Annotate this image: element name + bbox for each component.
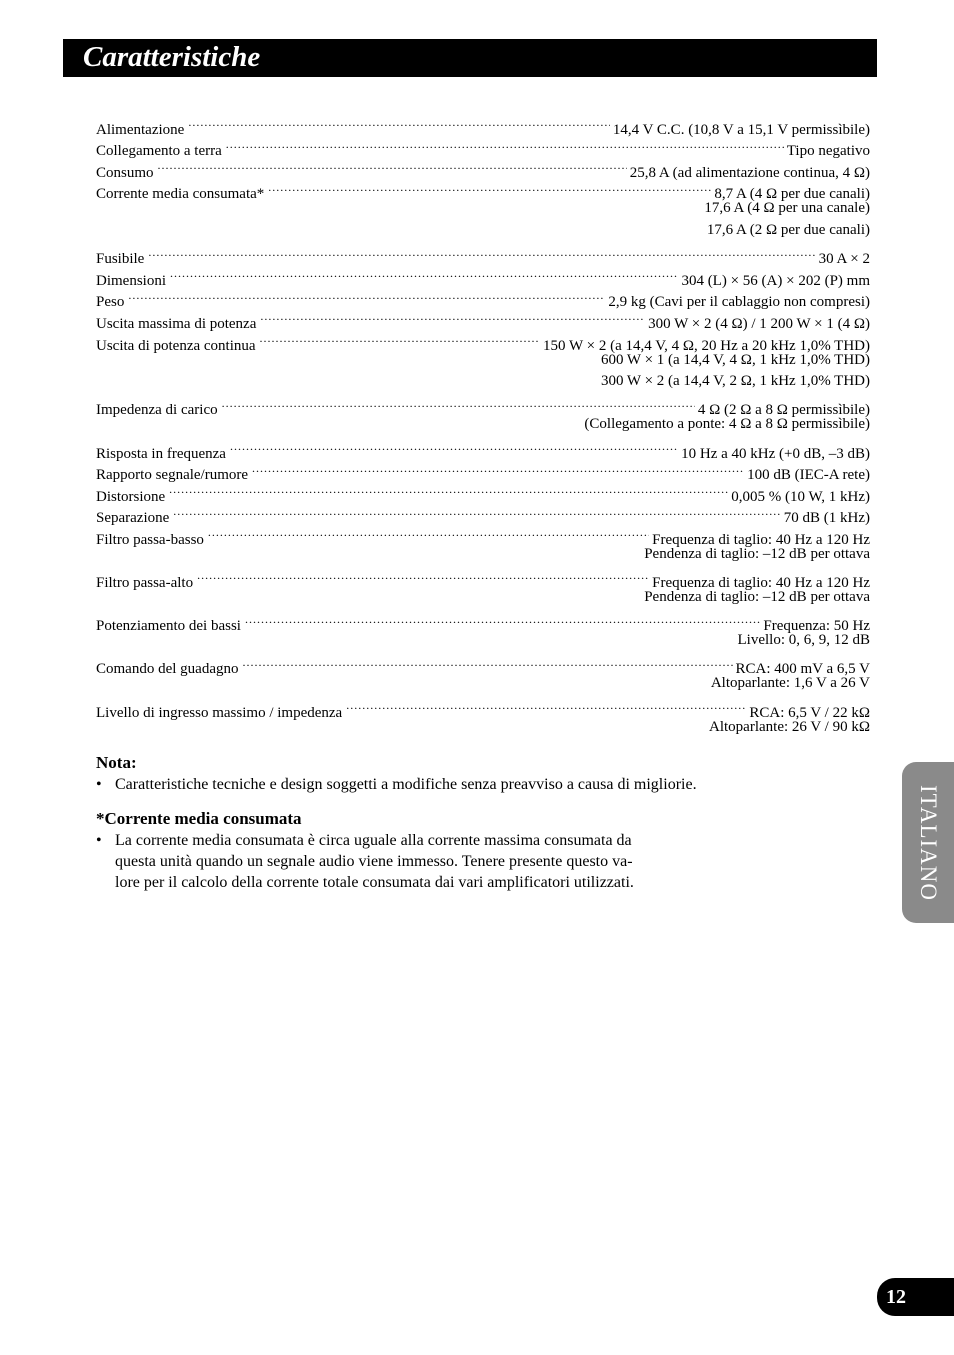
language-tab	[902, 762, 954, 923]
spec-value: Tipo negativo	[786, 143, 870, 160]
spec-value: 70 dB (1 kHz)	[783, 510, 870, 527]
language-tab-label: ITALIANO	[916, 784, 941, 901]
dot-leader	[242, 652, 732, 674]
spec-row	[96, 522, 870, 548]
dot-leader	[173, 501, 780, 523]
spec-label: Fusibile	[96, 251, 145, 268]
spec-row	[96, 134, 870, 160]
spec-label: Uscita massima di potenza	[96, 315, 257, 332]
bullet-icon: •	[96, 832, 102, 849]
spec-value: 300 W × 2 (a 14,4 V, 2 Ω, 1 kHz 1,0% THD)	[600, 373, 870, 390]
spec-value: 0,005 % (10 W, 1 kHz)	[731, 488, 870, 505]
spec-row	[96, 609, 870, 635]
spec-value: (Collegamento a ponte: 4 Ω a 8 Ω permissìbile)	[584, 416, 870, 433]
spec-label: Rapporto segnale/rumore	[96, 467, 249, 484]
dot-leader	[148, 242, 815, 264]
page-header	[63, 39, 877, 77]
dot-leader	[169, 479, 728, 501]
spec-value: 2,9 kg (Cavi per il cablaggio non compresi)	[608, 294, 870, 311]
current-note-line: La corrente media consumata è circa uguale alla corrente massima consumata da	[115, 832, 632, 849]
dot-leader	[170, 263, 678, 285]
current-note-title: *Corrente media consumata	[96, 809, 302, 828]
dot-leader	[245, 609, 760, 631]
spec-value: 14,4 V C.C. (10,8 V a 15,1 V permissìbile)	[612, 121, 870, 138]
dot-leader	[260, 328, 541, 350]
spec-label: Collegamento a terra	[96, 143, 222, 160]
spec-label: Livello di ingresso massimo / impedenza	[96, 704, 343, 721]
current-note-line: lore per il calcolo della corrente totale consumata dai vari amplificatori utilizzati.	[115, 874, 634, 891]
spec-value: 17,6 A (4 Ω per una canale)	[704, 200, 870, 217]
spec-label: Filtro passa-alto	[96, 575, 194, 592]
spec-label: Impedenza di carico	[96, 402, 218, 419]
spec-value: 17,6 A (2 Ω per due canali)	[706, 221, 870, 238]
dot-leader	[252, 458, 744, 480]
spec-row	[96, 112, 870, 138]
spec-value: Altoparlante: 1,6 V a 26 V	[710, 675, 870, 692]
dot-leader	[268, 177, 711, 199]
spec-value: RCA: 6,5 V / 22 kΩ	[749, 704, 870, 721]
spec-value: 30 A × 2	[818, 251, 870, 268]
spec-value: Altoparlante: 26 V / 90 kΩ	[709, 718, 870, 735]
dot-leader	[226, 134, 784, 156]
dot-leader	[346, 695, 746, 717]
spec-label: Consumo	[96, 164, 154, 181]
spec-row	[96, 155, 870, 181]
page-number: 12	[886, 1286, 906, 1308]
spec-row	[96, 652, 870, 678]
spec-label: Potenziamento dei bassi	[96, 618, 241, 635]
current-note-section	[96, 808, 736, 893]
spec-label: Distorsione	[96, 488, 166, 505]
dot-leader	[158, 155, 627, 177]
spec-row-continuation	[96, 220, 870, 242]
dot-leader	[188, 112, 610, 134]
note-title: Nota:	[96, 753, 137, 772]
spec-label: Risposta in frequenza	[96, 445, 226, 462]
spec-value: Frequenza: 50 Hz	[763, 618, 870, 635]
spec-value: 100 dB (IEC-A rete)	[747, 467, 870, 484]
spec-value: 150 W × 2 (a 14,4 V, 4 Ω, 20 Hz a 20 kHz 1,0% THD)	[543, 337, 870, 354]
spec-row	[96, 565, 870, 592]
spec-value: Pendenza di taglio: –12 dB per ottava	[644, 589, 870, 606]
spec-value: 600 W × 1 (a 14,4 V, 4 Ω, 1 kHz 1,0% THD)	[600, 351, 870, 368]
spec-row	[96, 242, 870, 268]
spec-value: 300 W × 2 (4 Ω) / 1 200 W × 1 (4 Ω)	[648, 315, 870, 332]
spec-row	[96, 436, 870, 462]
spec-label: Filtro passa-basso	[96, 531, 204, 548]
spec-row	[96, 263, 870, 289]
note-bullet-item	[96, 774, 816, 795]
spec-value: RCA: 400 mV a 6,5 V	[735, 661, 870, 678]
dot-leader	[260, 306, 645, 328]
spec-label: Alimentazione	[96, 121, 185, 138]
bullet-icon: •	[96, 776, 102, 793]
spec-value: Frequenza di taglio: 40 Hz a 120 Hz	[652, 531, 870, 548]
dot-leader	[230, 436, 678, 458]
dot-leader	[222, 393, 695, 415]
spec-row	[96, 501, 870, 527]
page-number-badge	[877, 1278, 954, 1316]
spec-label: Uscita di potenza continua	[96, 337, 256, 354]
current-note-bullet-item	[96, 830, 736, 893]
spec-value: 8,7 A (4 Ω per due canali)	[714, 186, 870, 203]
spec-value: Frequenza di taglio: 40 Hz a 120 Hz	[652, 575, 870, 592]
dot-leader	[208, 522, 649, 544]
note-text: Caratteristiche tecniche e design soggetti a modifiche senza preavviso a causa di migliorie.	[115, 776, 697, 793]
dot-leader	[197, 565, 649, 587]
spec-label: Comando del guadagno	[96, 661, 239, 678]
spec-label: Dimensioni	[96, 272, 166, 289]
spec-value: 25,8 A (ad alimentazione continua, 4 Ω)	[629, 164, 870, 181]
spec-value: 4 Ω (2 Ω a 8 Ω permissìbile)	[697, 402, 870, 419]
spec-value: Livello: 0, 6, 9, 12 dB	[737, 632, 870, 649]
spec-row	[96, 695, 870, 721]
page-title: Caratteristiche	[83, 41, 261, 73]
note-section	[96, 752, 816, 795]
dot-leader	[128, 285, 605, 307]
spec-row-continuation	[96, 371, 870, 393]
spec-label: Corrente media consumata*	[96, 186, 265, 203]
spec-label: Peso	[96, 294, 125, 311]
spec-row-continuation	[96, 544, 870, 566]
spec-row-continuation	[96, 587, 870, 609]
current-note-line: questa unità quando un segnale audio viene immesso. Tenere presente questo va-	[115, 853, 633, 870]
spec-row	[96, 393, 870, 419]
spec-label: Separazione	[96, 510, 170, 527]
spec-value: 304 (L) × 56 (A) × 202 (P) mm	[681, 272, 870, 289]
spec-value: Pendenza di taglio: –12 dB per ottava	[644, 545, 870, 562]
spec-value: 10 Hz a 40 kHz (+0 dB, –3 dB)	[681, 445, 870, 462]
specifications-list	[96, 112, 870, 738]
